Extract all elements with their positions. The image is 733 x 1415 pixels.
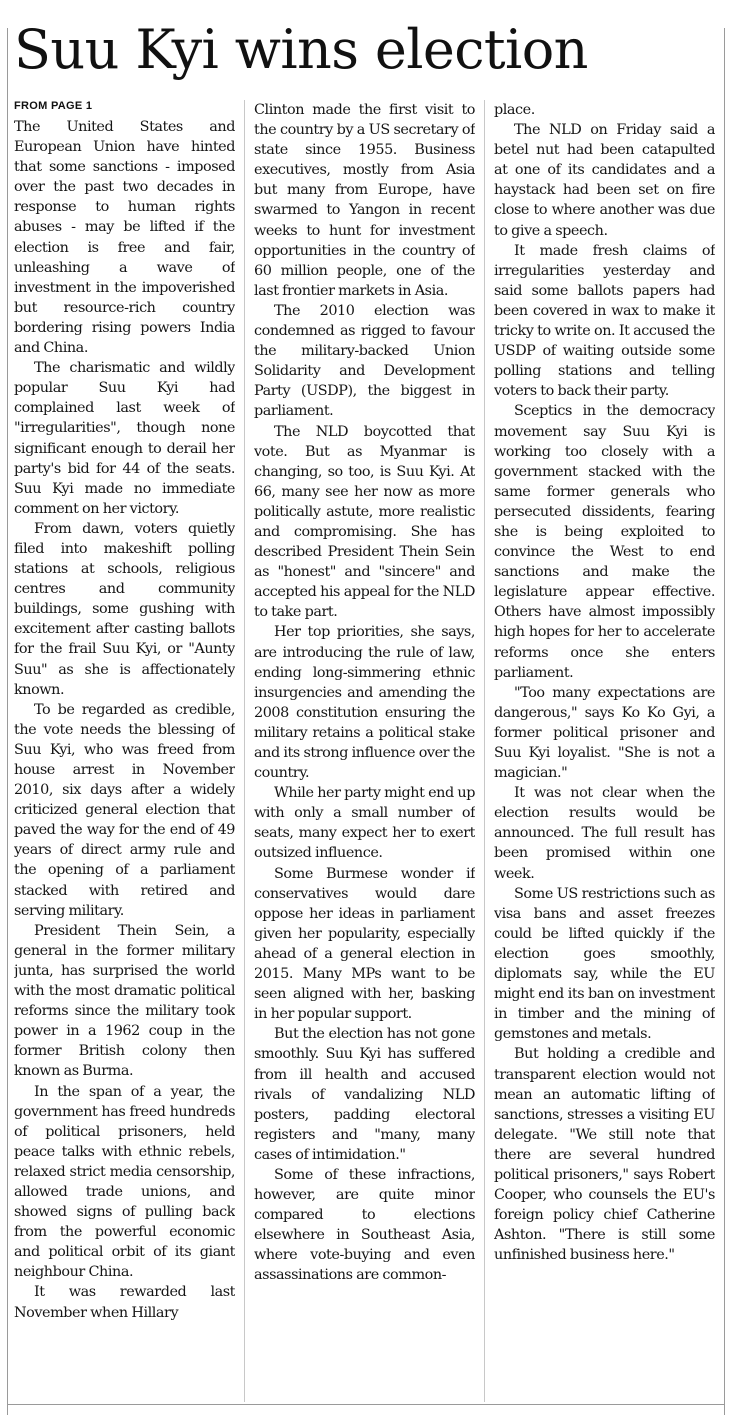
paragraph: Her top priorities, she says, are introducing the rule of law, ending long-simmering ethnic insurgencies and amending the 2008 constitution ensuring the military retains a political stake and its strong influence over the country.	[254, 624, 475, 782]
paragraph: The NLD boycotted that vote. But as Myanmar is changing, so too, is Suu Kyi. At 66, many see her now as more politically astute, more realistic and compromising. She has described President Thein Sein as "honest" and "sincere" and accepted his appeal for the NLD to take part.	[254, 423, 475, 621]
paragraph: It was not clear when the election results would be announced. The full result has been promised within one week.	[494, 785, 715, 882]
page-border-right	[724, 28, 725, 1415]
paragraph: The charismatic and wildly popular Suu Kyi had complained last week of "irregularities", though none significant enough to derail her party's bid for 44 of the seats. Suu Kyi made no immediate comment on her victory.	[14, 360, 235, 517]
paragraph: But holding a credible and transparent election would not mean an automatic lifting of sanctions, stresses a visiting EU delegate. "We still note that there are several hundred political prisoners," says Robert Cooper, who counsels the EU's foreign policy chief Catherine Ashton. "There is still some unfinished business here."	[494, 1046, 715, 1264]
paragraph: Some US restrictions such as visa bans and asset freezes could be lifted quickly if the election goes smoothly, diplomats say, while the EU might end its ban on investment in timber and the mining of gemstones and metals.	[494, 885, 715, 1043]
article-column-1	[14, 117, 235, 1402]
paragraph-continuation: Clinton made the first visit to the country by a US secretary of state since 1955. Business executives, mostly from Asia but many from Europe, have swarmed to Yangon in recent weeks to hunt for investment opportunities in the country of 60 million people, one of the last frontier markets in Asia.	[254, 102, 475, 299]
column-rule	[484, 100, 485, 1402]
paragraph: To be regarded as credible, the vote needs the blessing of Suu Kyi, who was freed from house arrest in November 2010, six days after a widely criticized general election that paved the way for the end of 49 years of direct army rule and the opening of a parliament stacked with retired and serving military.	[14, 701, 235, 919]
paragraph: Sceptics in the democracy movement say Suu Kyi is working too closely with a government stacked with the same former generals who persecuted dissidents, fearing she is being exploited to convince the West to end sanctions and make the legislature appear effective. Others have almost impossibly high hopes for her to accelerate reforms once she enters parliament.	[494, 403, 715, 681]
page-border-bottom	[7, 1404, 725, 1405]
paragraph: But the election has not gone smoothly. Suu Kyi has suffered from ill health and accused rivals of vandalizing NLD posters, padding electoral registers and "many, many cases of intimidation."	[254, 1026, 475, 1163]
paragraph: The NLD on Friday said a betel nut had been catapulted at one of its candidates and a haystack had been set on fire close to where another was due to give a speech.	[494, 122, 715, 239]
article-column-3	[494, 100, 715, 1402]
paragraph: The United States and European Union have hinted that some sanctions - imposed over the past two decades in response to human rights abuses - may be lifted if the election is free and fair, unleashing a wave of investment in the impoverished but resource-rich country bordering rising powers India and China.	[14, 119, 235, 357]
paragraph: Some of these infractions, however, are quite minor compared to elections elsewhere in Southeast Asia, where vote-buying and even assassinations are common-	[254, 1166, 475, 1284]
paragraph-continuation: place.	[494, 102, 535, 118]
paragraph: "Too many expectations are dangerous," says Ko Ko Gyi, a former political prisoner and Suu Kyi loyalist. "She is not a magician."	[494, 684, 715, 782]
paragraph: While her party might end up with only a small number of seats, many expect her to exert outsized influence.	[254, 785, 475, 862]
paragraph: The 2010 election was condemned as rigged to favour the military-backed Union Solidarity and Development Party (USDP), the biggest in parliament.	[254, 302, 475, 420]
headline: Suu Kyi wins election	[14, 18, 588, 81]
paragraph: President Thein Sein, a general in the former military junta, has surprised the world with the most dramatic political reforms since the military took power in a 1962 coup in the former British colony then known as Burma.	[14, 922, 235, 1080]
article-column-2	[254, 100, 475, 1402]
paragraph: Some Burmese wonder if conservatives would dare oppose her ideas in parliament given her popularity, especially ahead of a general election in 2015. Many MPs want to be seen aligned with her, basking in her popular support.	[254, 865, 475, 1023]
paragraph: In the span of a year, the government has freed hundreds of political prisoners, held peace talks with ethnic rebels, relaxed strict media censorship, allowed trade unions, and showed signs of pulling back from the powerful economic and political orbit of its giant neighbour China.	[14, 1083, 235, 1281]
paragraph: It made fresh claims of irregularities yesterday and said some ballots papers had been covered in wax to make it tricky to write on. It accused the USDP of waiting outside some polling stations and telling voters to back their party.	[494, 242, 715, 400]
paragraph: From dawn, voters quietly filed into makeshift polling stations at schools, religious centres and community buildings, some gushing with excitement after casting ballots for the frail Suu Kyi, or "Aunty Suu" as she is affectionately known.	[14, 520, 235, 698]
page-border-left	[7, 28, 8, 1415]
column-rule	[244, 100, 245, 1402]
paragraph: It was rewarded last November when Hillary	[14, 1284, 235, 1321]
kicker-from-page: FROM PAGE 1	[14, 100, 93, 112]
